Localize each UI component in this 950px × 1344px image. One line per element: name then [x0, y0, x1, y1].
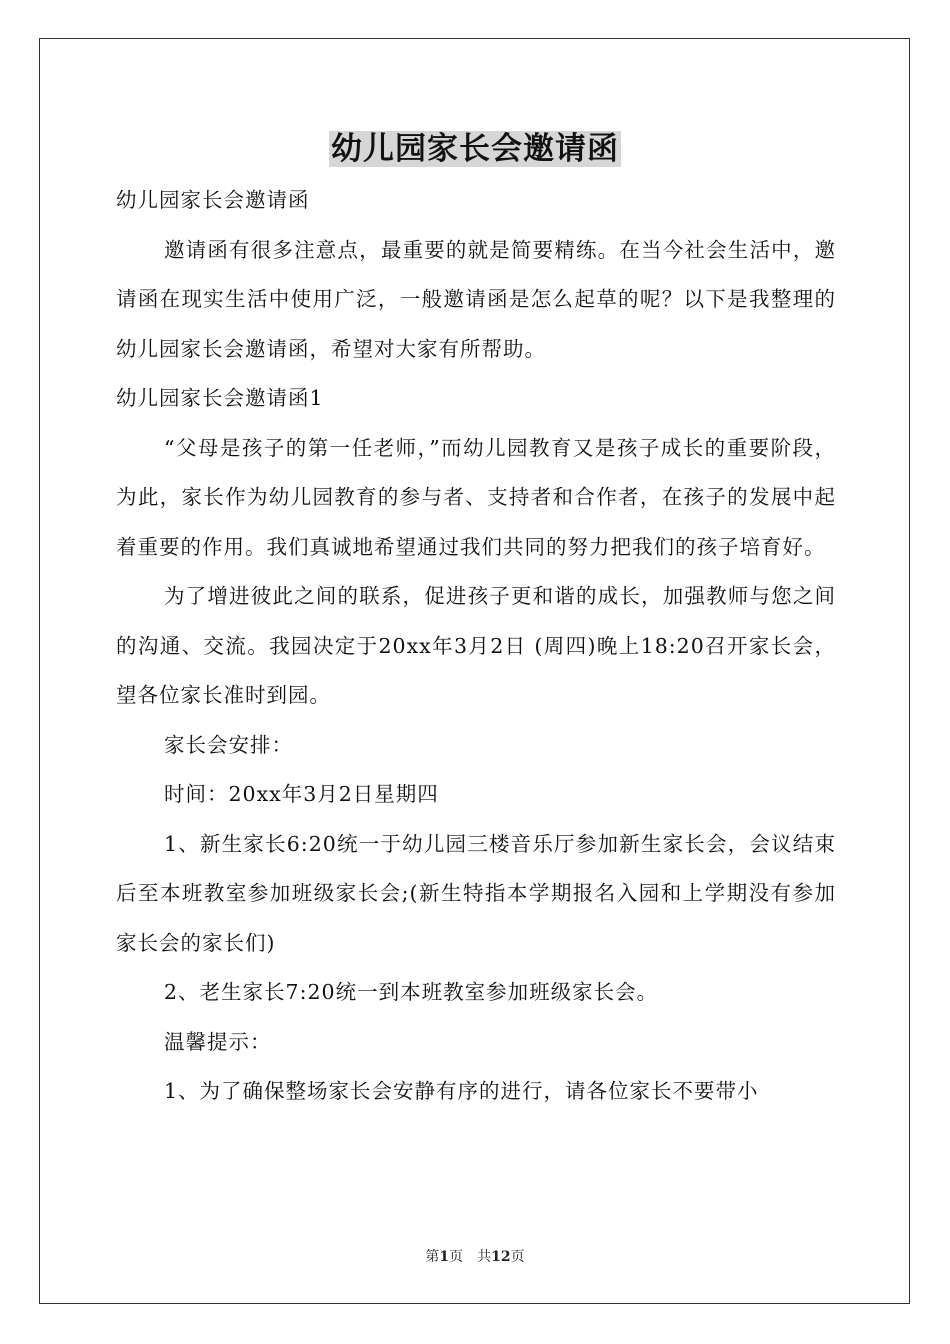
schedule-item: 2、老生家长7:20统一到本班教室参加班级家长会。 [164, 980, 659, 1004]
total-page-number: 12 [491, 1249, 511, 1265]
document-body [116, 176, 836, 1117]
subtitle-paragraph: 幼儿园家长会邀请函 [116, 188, 310, 212]
schedule-heading: 家长会安排： [164, 732, 293, 757]
tips-heading: 温馨提示： [164, 1029, 272, 1054]
tips-item: 1、为了确保整场家长会安静有序的进行，请各位家长不要带小 [164, 1079, 759, 1103]
document-title-text: 幼儿园家长会邀请函 [331, 131, 619, 167]
schedule-item: 1、新生家长6:20统一于幼儿园三楼音乐厅参加新生家长会，会议结束后至本班教室参加班级家长会;(新生特指本学期报名入园和上学期没有参加家长会的家长们) [116, 831, 836, 955]
schedule-time: 时间：20xx年3月2日星期四 [164, 782, 439, 806]
current-page-number: 1 [439, 1249, 450, 1265]
intro-paragraph: 邀请函有很多注意点，最重要的就是简要精练。在当今社会生活中，邀请函在现实生活中使用广泛，一般邀请函是怎么起草的呢？以下是我整理的幼儿园家长会邀请函，希望对大家有所帮助。 [116, 237, 836, 361]
page-footer [0, 1246, 950, 1266]
body-paragraph: “父母是孩子的第一任老师，”而幼儿园教育又是孩子成长的重要阶段，为此，家长作为幼儿园教育的参与者、支持者和合作者，在孩子的发展中起着重要的作用。我们真诚地希望通过我们共同的努力把我们的孩子培育好。 [116, 435, 836, 559]
footer-prefix: 第 [425, 1249, 440, 1265]
footer-mid: 页 共 [449, 1249, 492, 1265]
body-paragraph: 为了增进彼此之间的联系，促进孩子更和谐的成长，加强教师与您之间的沟通、交流。我园决定于20xx年3月2日 (周四)晚上18:20召开家长会，望各位家长准时到园。 [116, 584, 836, 707]
document-title [0, 128, 950, 170]
section-heading-1: 幼儿园家长会邀请函1 [116, 386, 324, 410]
footer-suffix: 页 [510, 1249, 525, 1265]
